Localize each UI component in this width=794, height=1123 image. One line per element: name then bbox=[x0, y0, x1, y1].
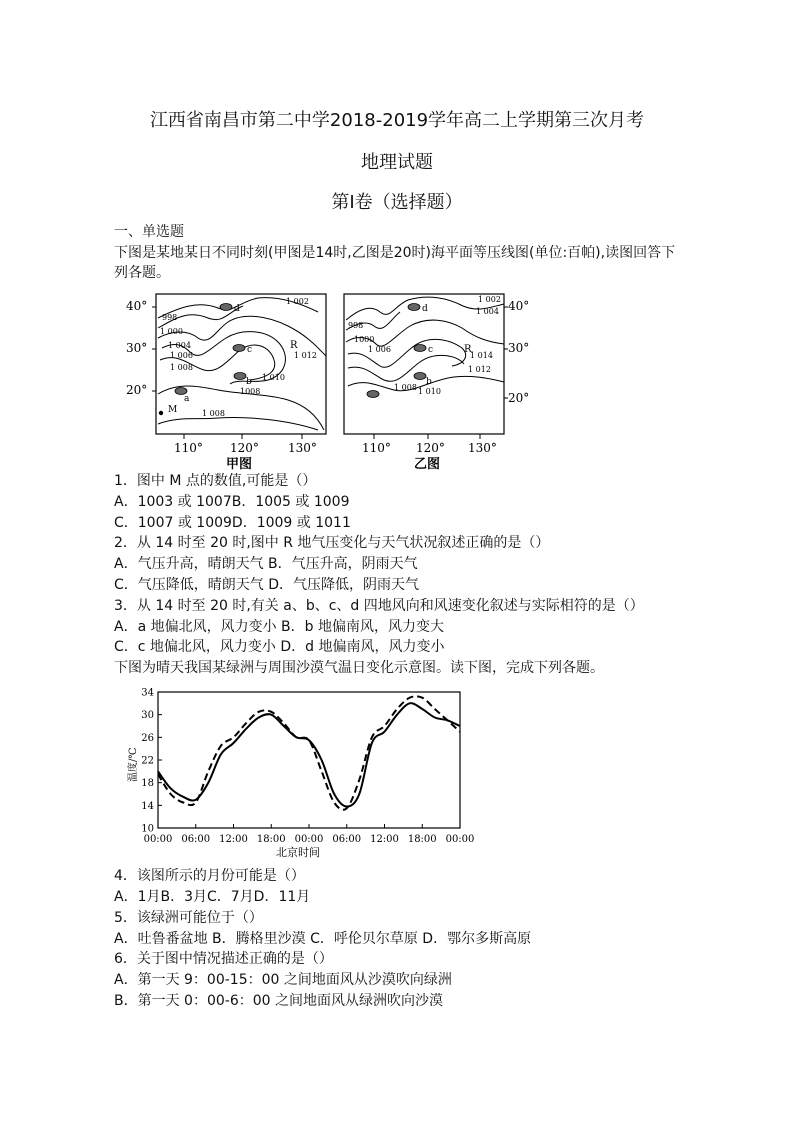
question-6-stem: 6．关于图中情况描述正确的是（） bbox=[114, 951, 333, 967]
intro-paragraph-1: 下图是某地某日不同时刻(甲图是14时,乙图是20时)海平面等压线图(单位:百帕),读图回答下列各题。 bbox=[114, 245, 676, 281]
lat-label: 20° bbox=[126, 383, 148, 397]
point-d-marker bbox=[408, 304, 420, 311]
point-label: d bbox=[422, 304, 428, 314]
intro-paragraph-2: 下图为晴天我国某绿洲与周围沙漠气温日变化示意图。读下图，完成下列各题。 bbox=[114, 660, 604, 676]
lat-label: 30° bbox=[126, 341, 148, 355]
point-label: a bbox=[184, 394, 190, 404]
y-tick-label: 10 bbox=[141, 823, 154, 835]
question-5-stem: 5．该绿洲可能位于（） bbox=[114, 910, 263, 926]
isobar-label: 1 008 bbox=[170, 363, 193, 372]
point-label: M bbox=[168, 405, 178, 415]
point-label: d bbox=[234, 304, 240, 314]
isobar-label: 1008 bbox=[240, 387, 261, 396]
point-label: R bbox=[464, 344, 472, 355]
question-2-option: A．气压升高，晴朗天气 B．气压升高，阴雨天气 bbox=[114, 556, 418, 572]
series-oasis-line bbox=[158, 703, 460, 806]
point-c-marker bbox=[414, 345, 426, 352]
x-tick-label: 06:00 bbox=[332, 834, 362, 845]
lon-label: 120° bbox=[416, 441, 445, 455]
lon-label: 120° bbox=[230, 441, 259, 455]
isobar-label: 1 014 bbox=[470, 351, 493, 360]
isobar-label: 1 002 bbox=[286, 297, 309, 306]
lon-label: 110° bbox=[174, 441, 203, 455]
y-tick-label: 34 bbox=[141, 687, 154, 699]
question-2-option: C．气压降低，晴朗天气 D．气压降低，阴雨天气 bbox=[114, 577, 420, 593]
isobar-label: 1 008 bbox=[202, 409, 225, 418]
question-3-option: C．c 地偏北风，风力变小 D．d 地偏南风，风力变小 bbox=[114, 639, 445, 655]
isobar-label: 1000 bbox=[354, 335, 375, 344]
isobar-label: 1 010 bbox=[262, 373, 285, 382]
subject-title: 地理试题 bbox=[361, 152, 433, 173]
y-axis-label: 温度/℃ bbox=[128, 747, 139, 782]
isobar-label: 1 000 bbox=[160, 327, 183, 336]
question-1-option: A．1003 或 1007B．1005 或 1009 bbox=[114, 494, 350, 510]
isobar-label: 1 002 bbox=[478, 295, 501, 304]
isobar-label: 1 010 bbox=[418, 387, 441, 396]
question-3-stem: 3．从 14 时至 20 时,有关 a、b、c、d 四地风向和风速变化叙述与实际相符的是（） bbox=[114, 598, 644, 614]
point-m-marker bbox=[159, 411, 163, 415]
lat-label: 40° bbox=[508, 299, 530, 313]
isobar-maps-figure bbox=[118, 290, 538, 470]
isobar-label: 1 008 bbox=[394, 383, 417, 392]
isobar-label: 1 004 bbox=[476, 307, 499, 316]
lon-label: 130° bbox=[468, 441, 497, 455]
x-tick-label: 06:00 bbox=[181, 834, 211, 845]
exam-title: 江西省南昌市第二中学2018-2019学年高二上学期第三次月考 bbox=[149, 110, 645, 131]
question-6-option: A．第一天 9：00-15：00 之间地面风从沙漠吹向绿洲 bbox=[114, 972, 452, 988]
isobar-label: 1 006 bbox=[368, 345, 391, 354]
x-tick-label: 12:00 bbox=[370, 834, 399, 845]
point-label: R bbox=[290, 340, 298, 351]
isobar-label: 1 004 bbox=[168, 341, 191, 350]
x-tick-label: 12:00 bbox=[219, 834, 248, 845]
x-tick-label: 18:00 bbox=[407, 834, 437, 845]
point-b-marker bbox=[234, 373, 246, 380]
question-3-option: A．a 地偏北风，风力变小 B．b 地偏南风，风力变大 bbox=[114, 619, 444, 635]
isobar-label: 1 006 bbox=[170, 351, 193, 360]
lat-label: 30° bbox=[508, 341, 530, 355]
isobar-label: 1 012 bbox=[294, 351, 317, 360]
point-a-marker bbox=[367, 391, 379, 398]
x-axis-label: 北京时间 bbox=[276, 846, 320, 859]
lat-label: 40° bbox=[126, 299, 148, 313]
point-c-marker bbox=[233, 345, 245, 352]
point-label: b bbox=[246, 377, 252, 387]
plot-frame bbox=[158, 692, 460, 828]
question-1-stem: 1．图中 M 点的数值,可能是（） bbox=[114, 473, 317, 489]
question-5-option: A．吐鲁番盆地 B．腾格里沙漠 C．呼伦贝尔草原 D．鄂尔多斯高原 bbox=[114, 931, 532, 947]
point-label: c bbox=[247, 345, 253, 355]
temperature-chart bbox=[114, 684, 474, 864]
point-b-marker bbox=[414, 373, 426, 380]
lon-label: 110° bbox=[362, 441, 391, 455]
y-tick-label: 14 bbox=[141, 800, 154, 812]
point-label: b bbox=[426, 377, 432, 387]
volume-title: 第Ⅰ卷（选择题） bbox=[331, 192, 463, 213]
question-6-option: B．第一天 0：00-6：00 之间地面风从绿洲吹向沙漠 bbox=[114, 993, 443, 1009]
isobar-label: 998 bbox=[162, 313, 178, 322]
x-tick-label: 18:00 bbox=[256, 834, 286, 845]
question-1-option: C．1007 或 1009D．1009 或 1011 bbox=[114, 515, 351, 531]
question-4-stem: 4．该图所示的月份可能是（） bbox=[114, 868, 305, 884]
lat-label: 20° bbox=[508, 391, 530, 405]
point-label: c bbox=[428, 345, 434, 355]
y-tick-label: 18 bbox=[141, 778, 154, 790]
y-tick-label: 22 bbox=[141, 755, 154, 767]
x-tick-label: 00:00 bbox=[445, 834, 474, 845]
left-map-caption: 甲图 bbox=[226, 457, 253, 470]
isobar-label: 1 012 bbox=[468, 365, 491, 374]
isobar-label: 998 bbox=[348, 321, 364, 330]
x-tick-label: 00:00 bbox=[143, 834, 173, 845]
right-map-caption: 乙图 bbox=[414, 457, 441, 470]
question-2-stem: 2．从 14 时至 20 时,图中 R 地气压变化与天气状况叙述正确的是（） bbox=[114, 535, 550, 551]
x-tick-label: 00:00 bbox=[294, 834, 324, 845]
section-heading: 一、单选题 bbox=[114, 224, 184, 240]
y-tick-label: 30 bbox=[141, 710, 154, 722]
point-d-marker bbox=[220, 304, 232, 311]
question-4-option: A．1月B．3月C．7月D．11月 bbox=[114, 889, 311, 905]
lon-label: 130° bbox=[288, 441, 317, 455]
y-tick-label: 26 bbox=[141, 732, 154, 744]
